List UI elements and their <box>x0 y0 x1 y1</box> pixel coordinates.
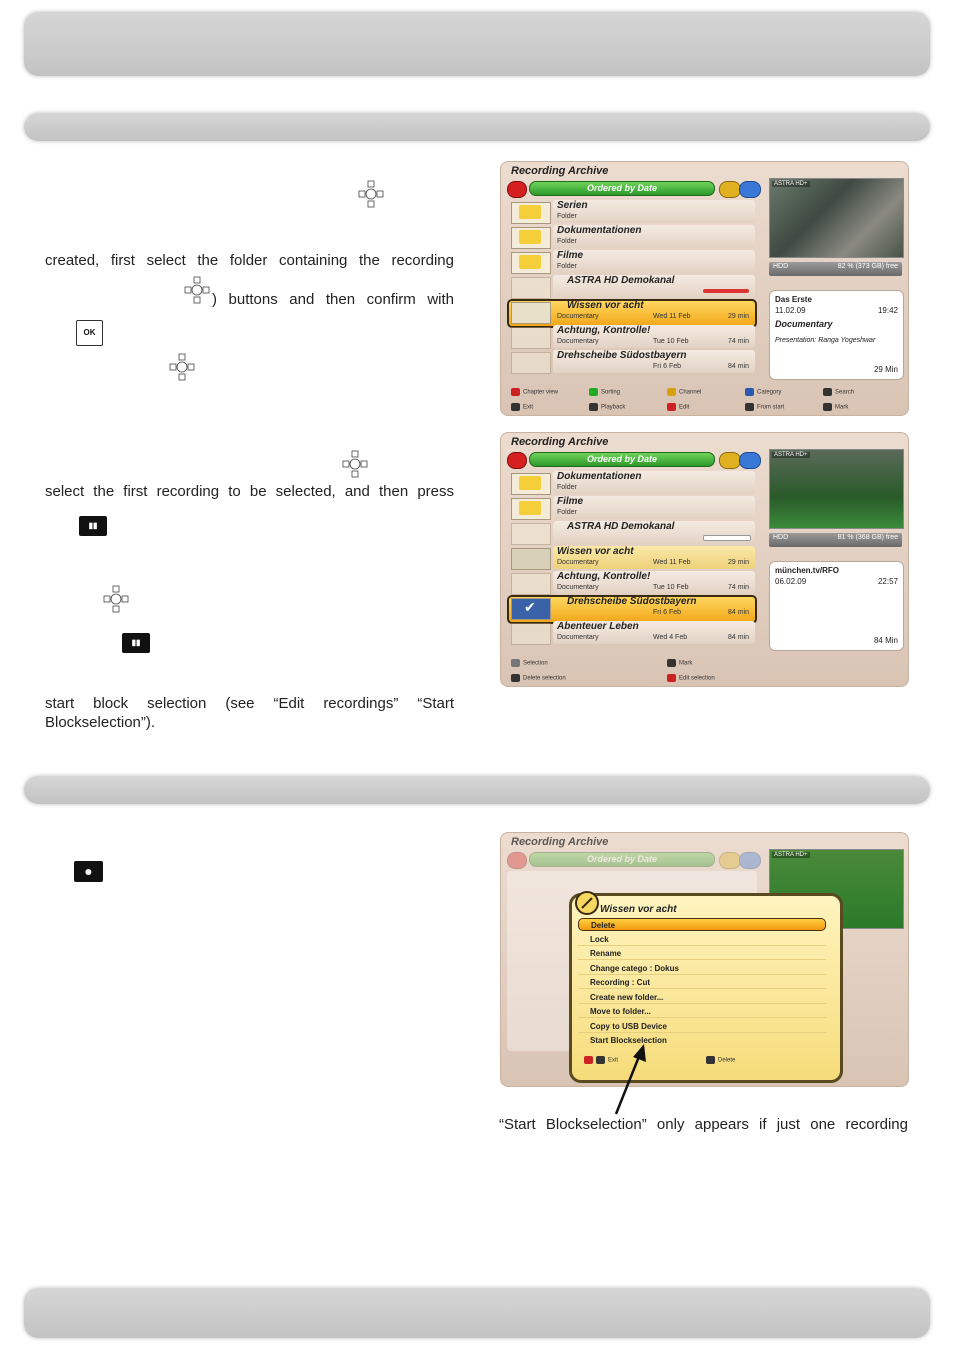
list-item[interactable]: ASTRA HD Demokanal <box>507 520 757 545</box>
sort-order-label[interactable]: Ordered by Date <box>529 181 715 196</box>
menu-item-create-folder[interactable]: Create new folder... <box>578 991 826 1004</box>
menu-title: Wissen vor acht <box>600 904 677 915</box>
list-item[interactable]: Serien Folder <box>507 199 757 224</box>
record-button-icon: ● <box>74 861 103 882</box>
list-item[interactable]: Dokumentationen Folder <box>507 224 757 249</box>
list-item[interactable]: Achtung, Kontrolle! Documentary Tue 10 Feb 74 min <box>507 570 757 595</box>
menu-item-start-blockselection[interactable]: Start Blockselection <box>590 1036 667 1045</box>
paragraph-line: select the first recording to be selected, and then press <box>45 483 454 500</box>
sort-bar <box>507 181 761 196</box>
recording-list <box>507 470 757 645</box>
list-item[interactable]: ASTRA HD Demokanal <box>507 274 757 299</box>
paragraph-line: start block selection (see “Edit recordings” “Start <box>45 695 454 712</box>
folder-icon <box>519 205 541 219</box>
paragraph-line: created, first select the folder containing the recording <box>45 252 454 269</box>
red-button[interactable] <box>507 181 527 198</box>
blue-button[interactable] <box>739 452 761 469</box>
folder-icon <box>519 230 541 244</box>
recording-archive-screen-2: Recording Archive Ordered by Date Dokumentationen Folder Filme Folder ASTRA HD Demokanal Wissen vor acht Documentary Wed 11 Feb 29 min Achtung, Kontrolle! Documentary Tue 10 Feb 74 min ✔ Drehscheibe Südostbayern Fri 6 Feb 84 min Abenteuer Leben Documentary Wed 4 Feb 84 min ASTRA HD+ HDD 81 % (368 GB) free münchen.tv/RFO 06.02.09 22:57 84 Min Selection Mark Delete selection Edit selection <box>500 432 909 687</box>
sort-bar: Ordered by Date <box>507 852 761 867</box>
list-item-selected[interactable]: Wissen vor acht Documentary Wed 11 Feb 29 min <box>507 299 757 324</box>
video-preview: ASTRA HD+ <box>769 178 904 258</box>
dpad-icon <box>342 450 368 478</box>
list-item[interactable]: Filme Folder <box>507 249 757 274</box>
blue-button[interactable] <box>739 181 761 198</box>
page-footer-bar <box>24 1288 930 1338</box>
menu-item-delete[interactable]: Delete <box>578 918 826 931</box>
recording-list <box>507 199 757 374</box>
video-preview: ASTRA HD+ <box>769 449 904 529</box>
screen-title: Recording Archive <box>511 436 609 448</box>
menu-item-change-category[interactable]: Change catego : Dokus <box>578 962 826 975</box>
yellow-button[interactable] <box>719 181 741 198</box>
menu-item-copy-usb[interactable]: Copy to USB Device <box>578 1020 826 1033</box>
menu-footer: Delete <box>706 1056 735 1064</box>
menu-item-rename[interactable]: Rename <box>578 947 826 960</box>
hdd-status: HDD 82 % (373 GB) free <box>769 262 902 276</box>
yellow-button[interactable] <box>719 452 741 469</box>
section-bar-2 <box>24 776 930 804</box>
list-item[interactable]: Drehscheibe Südostbayern Fri 6 Feb 84 min <box>507 349 757 374</box>
callout-arrow <box>610 1042 650 1118</box>
list-item[interactable]: Abenteuer Leben Documentary Wed 4 Feb 84 min <box>507 620 757 645</box>
figure-caption: “Start Blockselection” only appears if just one recording <box>499 1116 908 1133</box>
ok-button-icon: OK <box>76 320 103 346</box>
pause-button-icon: ▮▮ <box>122 633 150 653</box>
paragraph-line: ) buttons and then confirm with <box>212 291 454 308</box>
folder-icon <box>519 501 541 515</box>
sort-order-label[interactable]: Ordered by Date <box>529 452 715 467</box>
paragraph-line: Blockselection”). <box>45 714 156 731</box>
hdd-status: HDD 81 % (368 GB) free <box>769 533 902 547</box>
page-header-bar <box>24 12 930 76</box>
screen-title: Recording Archive <box>511 836 609 848</box>
checkmark-icon: ✔ <box>524 599 536 615</box>
pencil-icon <box>574 890 600 916</box>
sort-bar <box>507 452 761 467</box>
list-item-selected[interactable]: ✔ Drehscheibe Südostbayern Fri 6 Feb 84 min <box>507 595 757 620</box>
pause-button-icon: ▮▮ <box>79 516 107 536</box>
dpad-icon <box>169 353 195 381</box>
recording-archive-screen-1: Recording Archive Ordered by Date Serien Folder Dokumentationen Folder Filme Folder ASTRA HD Demokanal Wissen vor acht Documentary Wed 11 Feb 29 min Achtung, Kontrolle! Documentary Tue 10 Feb 74 min Drehscheibe Südostbayern Fri 6 Feb 84 min ASTRA HD+ HDD 82 % (373 GB) free Das Erste 11.02.09 19:42 Documentary Presentation: Ranga Yogeshwar 29 Min Chapter view Sorting Channel Category Search Exit Playback Edit From start Mark <box>500 161 909 416</box>
list-item[interactable]: Wissen vor acht Documentary Wed 11 Feb 29 min <box>507 545 757 570</box>
screen-title: Recording Archive <box>511 165 609 177</box>
menu-item-move-folder[interactable]: Move to folder... <box>578 1005 826 1018</box>
recording-archive-screen-3 <box>500 832 909 1087</box>
video-preview: ASTRA HD+ <box>769 849 904 929</box>
dpad-icon <box>103 585 129 613</box>
red-button[interactable] <box>507 452 527 469</box>
menu-item-lock[interactable]: Lock <box>578 933 826 946</box>
folder-icon <box>519 476 541 490</box>
section-bar-1 <box>24 113 930 141</box>
list-item[interactable]: Dokumentationen Folder <box>507 470 757 495</box>
list-item[interactable]: Achtung, Kontrolle! Documentary Tue 10 Feb 74 min <box>507 324 757 349</box>
dpad-icon <box>358 180 384 208</box>
list-item[interactable]: Filme Folder <box>507 495 757 520</box>
folder-icon <box>519 255 541 269</box>
info-panel: münchen.tv/RFO 06.02.09 22:57 84 Min <box>769 561 904 651</box>
menu-footer: Exit <box>584 1056 618 1064</box>
info-panel: Das Erste 11.02.09 19:42 Documentary Presentation: Ranga Yogeshwar 29 Min <box>769 290 904 380</box>
menu-item-recording[interactable]: Recording : Cut <box>578 976 826 989</box>
dpad-icon <box>184 276 210 304</box>
